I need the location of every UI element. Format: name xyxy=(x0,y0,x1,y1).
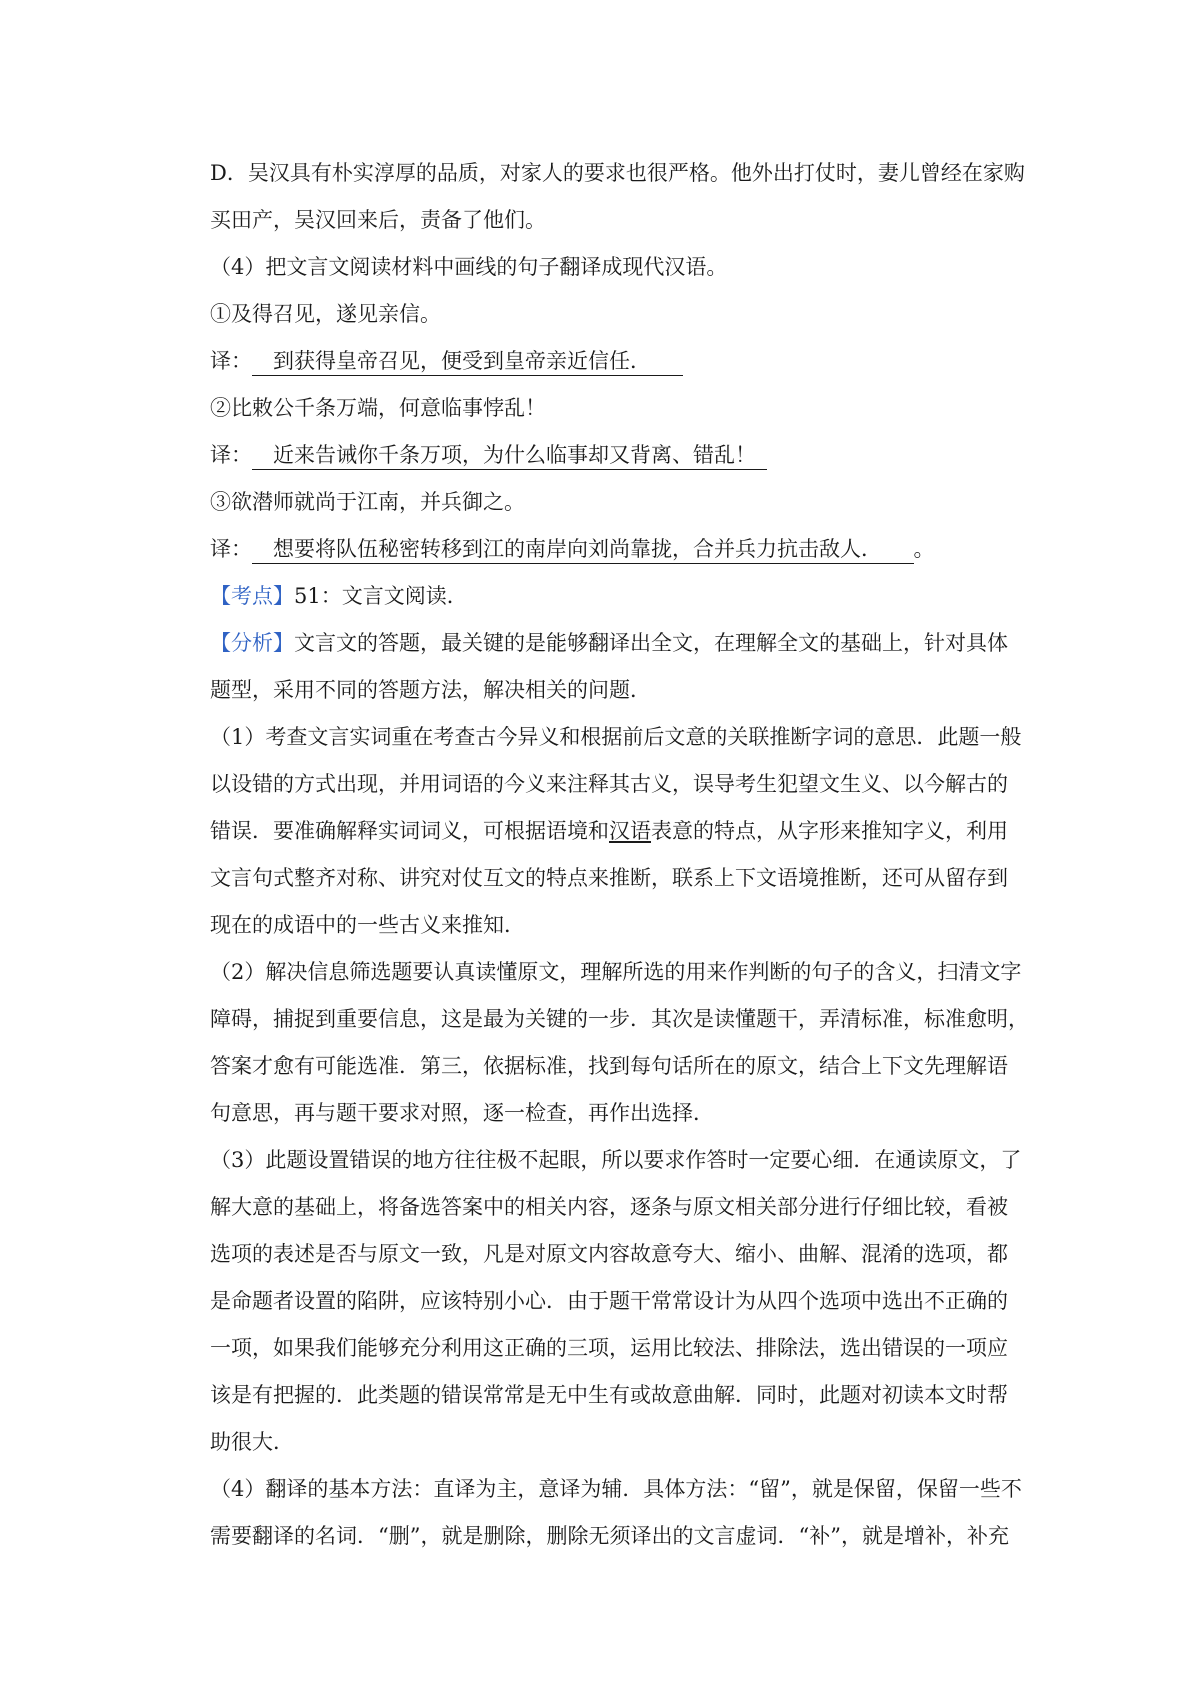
translation-2 xyxy=(210,432,1030,479)
p4-line-1: （4）翻译的基本方法：直译为主，意译为辅．具体方法：“留”，就是保留，保留一些不 xyxy=(210,1477,1022,1501)
answer-blank-1 xyxy=(252,347,683,376)
p1-line-3a: 错误．要准确解释实词词义，可根据语境和 xyxy=(210,819,609,843)
option-d-line-2: 买田产，吴汉回来后，责备了他们。 xyxy=(210,208,546,232)
fenxi-tag: 【分析】 xyxy=(210,631,294,655)
answer-text-2: 近来告诫你千条万项，为什么临事却又背离、错乱！ xyxy=(273,443,756,467)
p2-line-4: 句意思，再与题干要求对照，逐一检查，再作出选择． xyxy=(210,1101,714,1125)
p3-line-3: 选项的表述是否与原文一致，凡是对原文内容故意夸大、缩小、曲解、混淆的选项，都 xyxy=(210,1242,1008,1266)
kaodian-text: 51：文言文阅读． xyxy=(294,584,468,608)
translation-1 xyxy=(210,338,1030,385)
translation-prefix: 译： xyxy=(210,537,252,561)
option-d-line-1: D．吴汉具有朴实淳厚的品质，对家人的要求也很严格。他外出打仗时，妻儿曾经在家购 xyxy=(210,161,1025,185)
p2-line-1: （2）解决信息筛选题要认真读懂原文，理解所选的用来作判断的句子的含义，扫清文字 xyxy=(210,960,1022,984)
answer-text-1: 到获得皇帝召见，便受到皇帝亲近信任． xyxy=(273,349,651,373)
p3-line-7: 助很大． xyxy=(210,1430,294,1454)
source-sentence-1: ①及得召见，遂见亲信。 xyxy=(210,302,441,326)
p1-line-2: 以设错的方式出现，并用词语的今义来注释其古义，误导考生犯望文生义、以今解古的 xyxy=(210,772,1008,796)
fenxi-line-2: 题型，采用不同的答题方法，解决相关的问题． xyxy=(210,678,651,702)
p3-line-5: 一项，如果我们能够充分利用这正确的三项，运用比较法、排除法，选出错误的一项应 xyxy=(210,1336,1008,1360)
document-page xyxy=(210,150,1030,1560)
fenxi-line-1 xyxy=(210,620,1030,667)
p1-line-1: （1）考查文言实词重在考查古今异义和根据前后文意的关联推断字词的意思．此题一般 xyxy=(210,725,1022,749)
fenxi-text: 文言文的答题，最关键的是能够翻译出全文，在理解全文的基础上，针对具体 xyxy=(294,631,1008,655)
p1-line-5: 现在的成语中的一些古义来推知． xyxy=(210,913,525,937)
answer-blank-3 xyxy=(252,535,914,564)
p3-line-1: （3）此题设置错误的地方往往极不起眼，所以要求作答时一定要心细．在通读原文，了 xyxy=(210,1148,1022,1172)
p4-line-2: 需要翻译的名词．“删”，就是删除，删除无须译出的文言虚词．“补”，就是增补，补充 xyxy=(210,1524,1009,1548)
kaodian-tag: 【考点】 xyxy=(210,584,294,608)
translation-3 xyxy=(210,526,1030,573)
translation-suffix: 。 xyxy=(913,537,935,561)
p3-line-4: 是命题者设置的陷阱，应该特别小心．由于题干常常设计为从四个选项中选出不正确的 xyxy=(210,1289,1008,1313)
answer-text-3: 想要将队伍秘密转移到江的南岸向刘尚靠拢，合并兵力抗击敌人． xyxy=(273,537,882,561)
answer-blank-2 xyxy=(252,441,767,470)
source-sentence-3: ③欲潜师就尚于江南，并兵御之。 xyxy=(210,490,525,514)
p3-line-2: 解大意的基础上，将备选答案中的相关内容，逐条与原文相关部分进行仔细比较，看被 xyxy=(210,1195,1008,1219)
question-4-title: （4）把文言文阅读材料中画线的句子翻译成现代汉语。 xyxy=(210,255,728,279)
p1-line-4: 文言句式整齐对称、讲究对仗互文的特点来推断，联系上下文语境推断，还可从留存到 xyxy=(210,866,1008,890)
p1-line-3 xyxy=(210,808,1030,855)
kaodian-line xyxy=(210,573,1030,620)
p3-line-6: 该是有把握的．此类题的错误常常是无中生有或故意曲解．同时，此题对初读本文时帮 xyxy=(210,1383,1008,1407)
p2-line-2: 障碍，捕捉到重要信息，这是最为关键的一步．其次是读懂题干，弄清标准，标准愈明， xyxy=(210,1007,1029,1031)
translation-prefix: 译： xyxy=(210,443,252,467)
p2-line-3: 答案才愈有可能选准．第三，依据标准，找到每句话所在的原文，结合上下文先理解语 xyxy=(210,1054,1008,1078)
hanyu-link[interactable]: 汉语 xyxy=(609,819,651,843)
p1-line-3b: 表意的特点，从字形来推知字义，利用 xyxy=(651,819,1008,843)
source-sentence-2: ②比敕公千条万端，何意临事悖乱！ xyxy=(210,396,546,420)
translation-prefix: 译： xyxy=(210,349,252,373)
